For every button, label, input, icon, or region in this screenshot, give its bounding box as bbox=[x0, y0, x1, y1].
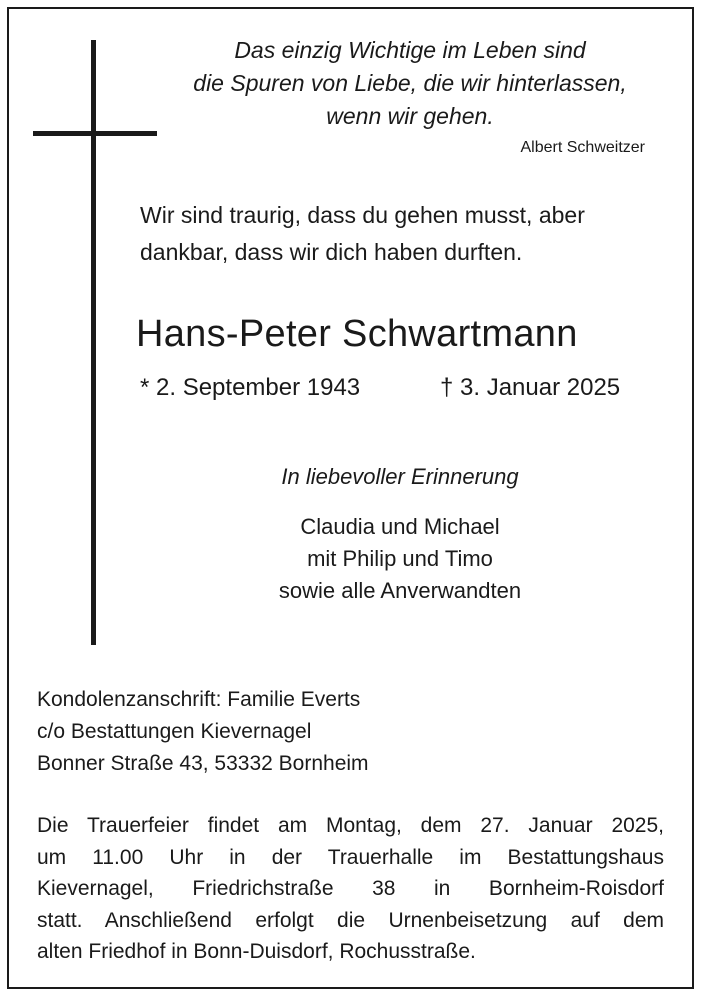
address-line: c/o Bestattungen Kievernagel bbox=[37, 720, 312, 743]
quote-line: die Spuren von Liebe, die wir hinterlassen, bbox=[193, 70, 627, 96]
intro-text bbox=[140, 197, 680, 271]
notice-line: um 11.00 Uhr in der Trauerhalle im Bestattungshaus bbox=[37, 845, 664, 869]
address-line: Kondolenzanschrift: Familie Everts bbox=[37, 688, 361, 711]
cross-horizontal-bar bbox=[33, 131, 157, 136]
mourner-line: Claudia und Michael bbox=[300, 514, 500, 539]
death-date: † 3. Januar 2025 bbox=[440, 374, 621, 401]
quote-line: Das einzig Wichtige im Leben sind bbox=[234, 37, 586, 63]
notice-line: Kievernagel, Friedrichstraße 38 in Bornheim-Roisdorf bbox=[37, 877, 664, 900]
quote-line: wenn wir gehen. bbox=[326, 103, 494, 129]
quote-author: Albert Schweitzer bbox=[520, 139, 645, 156]
notice-line: statt. Anschließend erfolgt die Urnenbeisetzung auf dem bbox=[37, 908, 664, 932]
notice-line: Die Trauerfeier findet am Montag, dem 27. Januar 2025, bbox=[37, 814, 664, 837]
notice-line: alten Friedhof in Bonn-Duisdorf, Rochusstraße. bbox=[37, 940, 476, 963]
address-line: Bonner Straße 43, 53332 Bornheim bbox=[37, 752, 369, 775]
condolence-address bbox=[37, 684, 369, 780]
deceased-name: Hans-Peter Schwartmann bbox=[136, 313, 578, 355]
mourners-list bbox=[230, 511, 570, 607]
mourner-line: mit Philip und Timo bbox=[307, 546, 493, 571]
intro-line: dankbar, dass wir dich haben durften. bbox=[140, 239, 523, 265]
mourner-line: sowie alle Anverwandten bbox=[278, 578, 522, 603]
quote bbox=[140, 34, 680, 133]
funeral-notice bbox=[37, 810, 664, 968]
memory-line: In liebevoller Erinnerung bbox=[281, 464, 519, 489]
birth-date: * 2. September 1943 bbox=[140, 374, 361, 401]
intro-line: Wir sind traurig, dass du gehen musst, aber bbox=[140, 202, 585, 228]
